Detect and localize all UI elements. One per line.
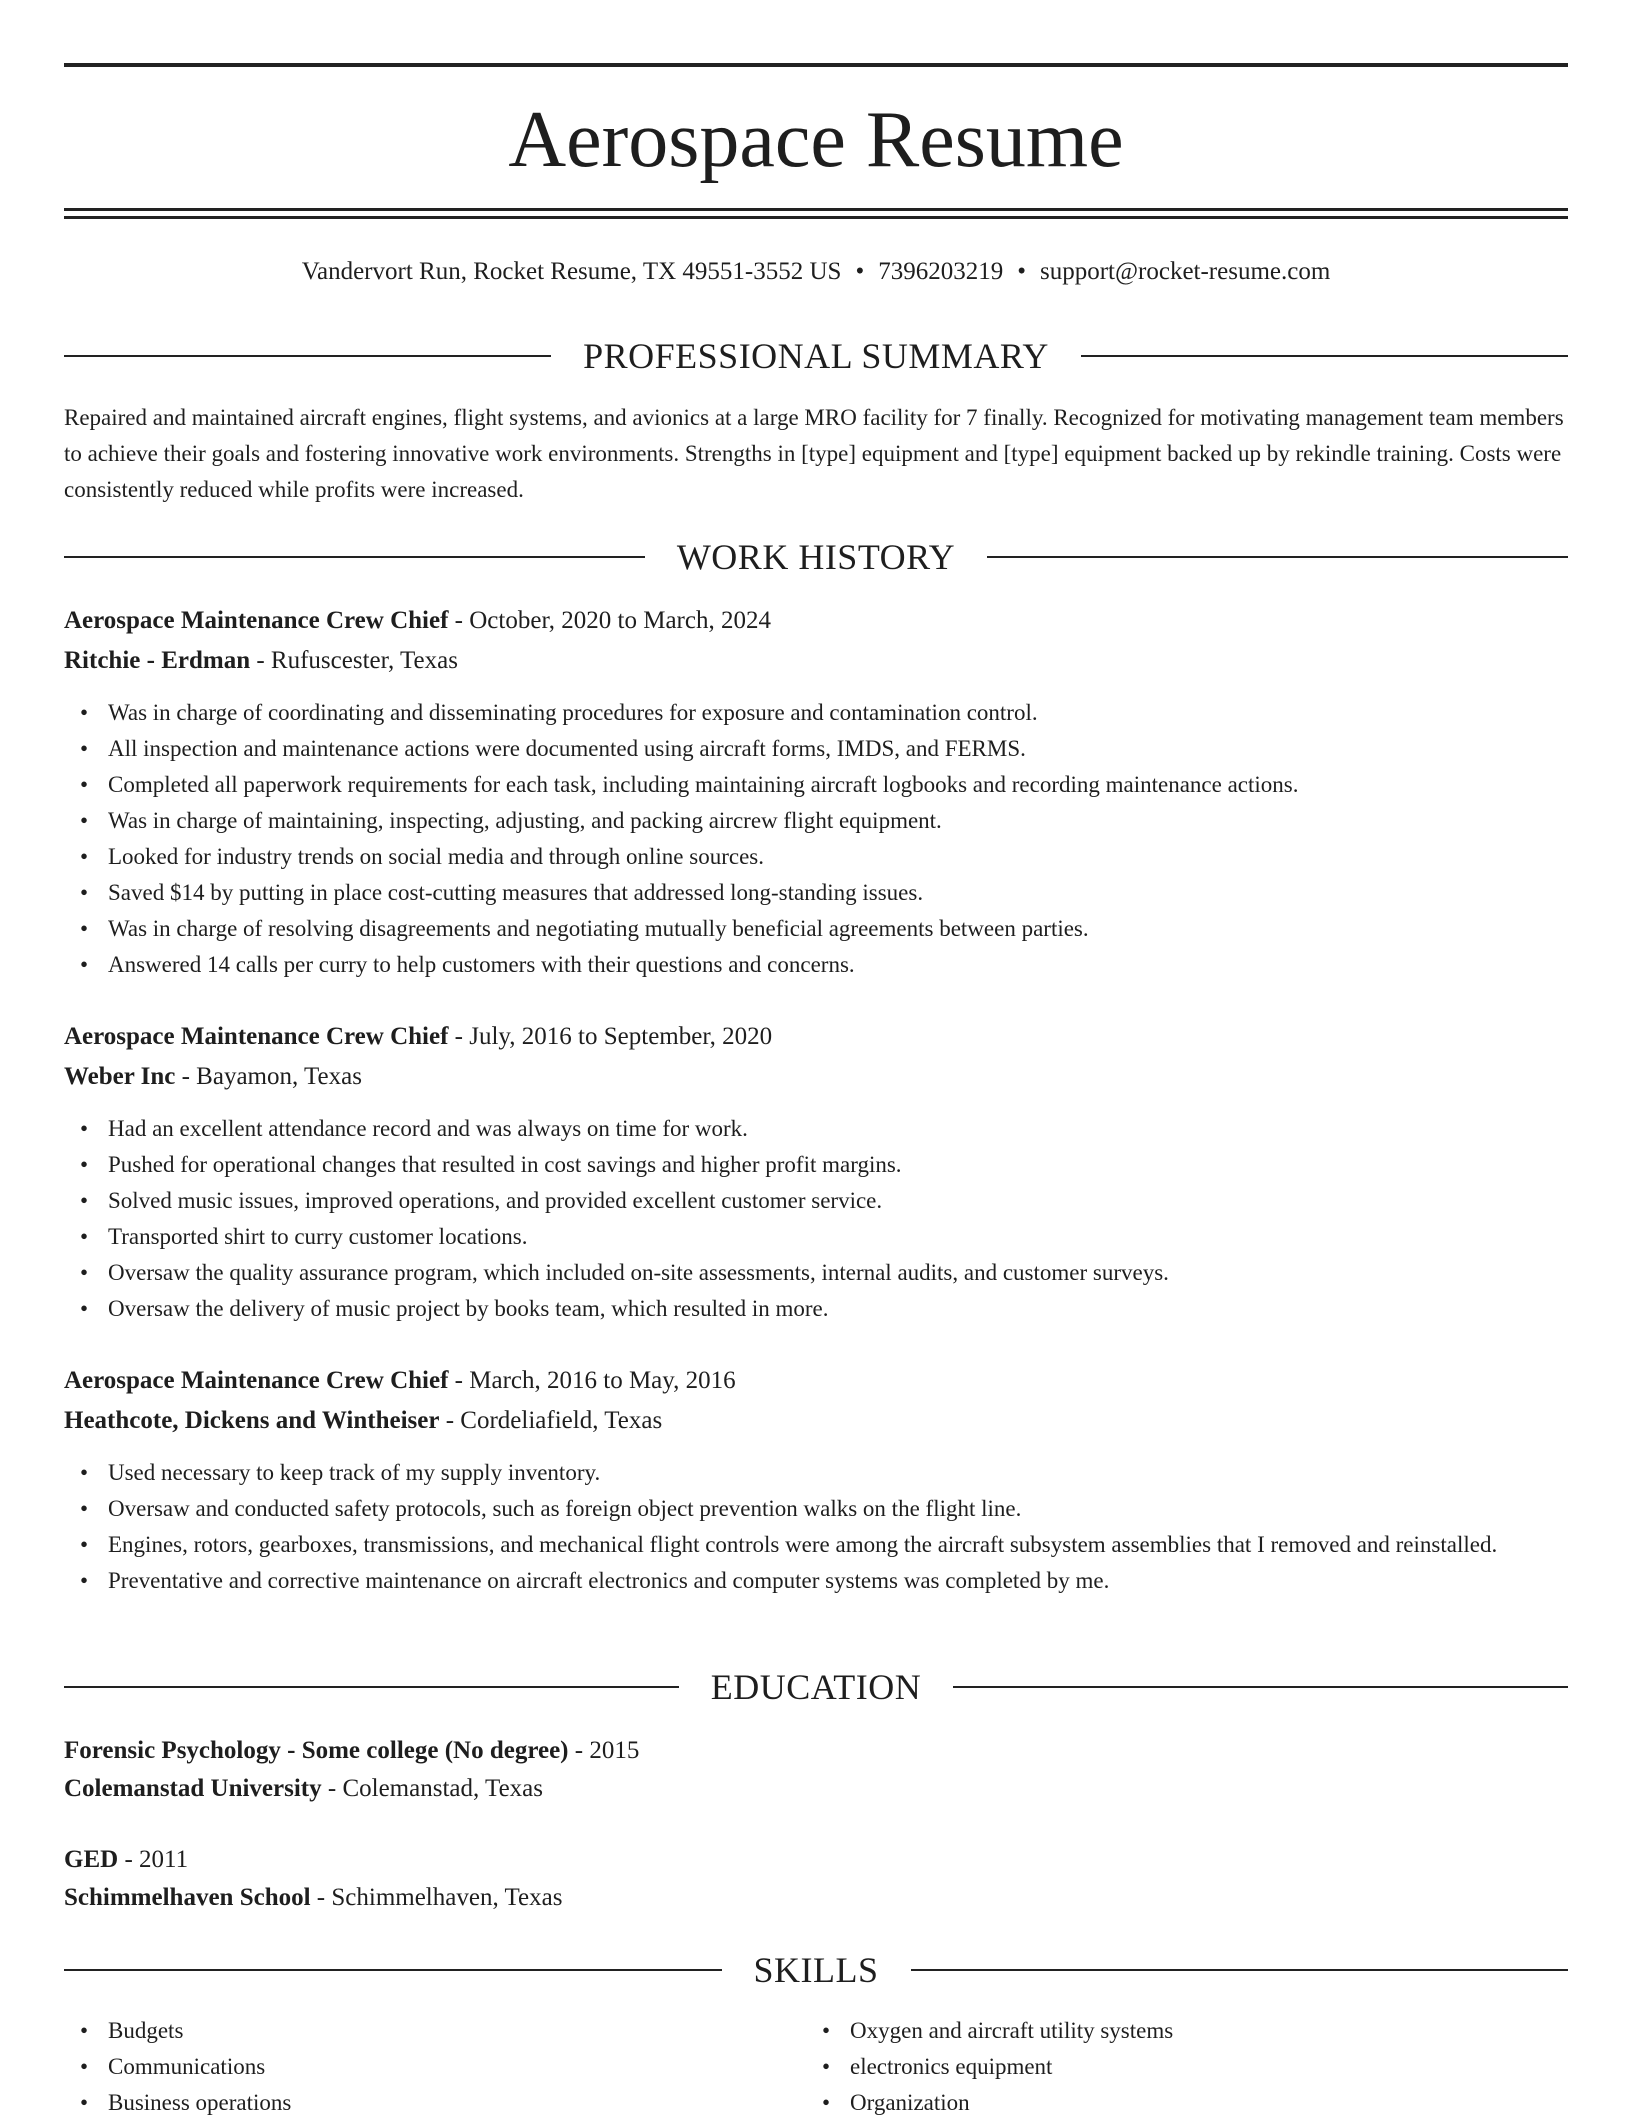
divider (987, 556, 1568, 558)
education-degree-line (64, 1840, 1568, 1880)
summary-heading (64, 334, 1568, 378)
skills-heading (64, 1948, 1568, 1992)
divider (64, 1969, 722, 1971)
work-history-heading (64, 535, 1568, 579)
section-title: SKILLS (753, 1950, 879, 1990)
education-heading (64, 1665, 1568, 1709)
divider (64, 1686, 679, 1688)
list-item: • Oversaw and conducted safety protocols, such as foreign object prevention walks on the flight line. (108, 1491, 1612, 1527)
job-company-line (64, 641, 1568, 681)
education-year: - 2011 (124, 1846, 189, 1873)
divider (64, 556, 645, 558)
divider (953, 1686, 1568, 1688)
job-dates: - October, 2020 to March, 2024 (454, 607, 771, 634)
list-item: • Transported shirt to curry customer locations. (108, 1219, 1612, 1255)
education-degree: Forensic Psychology - Some college (No degree) (64, 1737, 569, 1764)
section-title: PROFESSIONAL SUMMARY (583, 336, 1049, 376)
job-location: - Cordeliafield, Texas (445, 1407, 663, 1434)
contact-separator: • (855, 258, 865, 285)
job-title-line (64, 601, 1568, 641)
contact-email[interactable]: support@rocket-resume.com (1040, 258, 1331, 285)
list-item: • Had an excellent attendance record and was always on time for work. (108, 1111, 1612, 1147)
section-title: WORK HISTORY (676, 537, 956, 577)
job-company: Ritchie - Erdman (64, 647, 251, 674)
education-location: - Colemanstad, Texas (327, 1775, 543, 1802)
divider (1081, 355, 1568, 357)
skill-item: • Budgets (108, 2013, 1612, 2049)
title-underline (64, 216, 1568, 219)
divider (64, 355, 551, 357)
education-school-line (64, 1769, 1568, 1809)
contact-address: Vandervort Run, Rocket Resume, TX 49551-3552 US (301, 258, 842, 285)
list-item: • Was in charge of maintaining, inspecting, adjusting, and packing aircrew flight equipment. (108, 803, 1612, 839)
job-company: Heathcote, Dickens and Wintheiser (64, 1407, 440, 1434)
skill-item: • Oxygen and aircraft utility systems (850, 2013, 1632, 2049)
list-item: • Was in charge of coordinating and disseminating procedures for exposure and contamination control. (108, 695, 1612, 731)
page-title: Aerospace Resume (508, 96, 1124, 184)
job-bullets (64, 695, 1612, 983)
list-item: • Pushed for operational changes that resulted in cost savings and higher profit margins. (108, 1147, 1612, 1183)
education-school: Schimmelhaven School (64, 1884, 311, 1911)
job-bullets (64, 1455, 1612, 1599)
job-bullets (64, 1111, 1612, 1327)
job-company-line (64, 1057, 1568, 1097)
contact-separator: • (1017, 258, 1026, 285)
job-company: Weber Inc (64, 1063, 176, 1090)
skill-item: • Communications (108, 2049, 1612, 2085)
section-title: EDUCATION (710, 1667, 922, 1707)
top-rule (64, 63, 1568, 67)
list-item: • Was in charge of resolving disagreements and negotiating mutually beneficial agreements between parties. (108, 911, 1612, 947)
job-title-line (64, 1017, 1568, 1057)
job-title-line (64, 1361, 1568, 1401)
education-year: - 2015 (574, 1737, 640, 1764)
education-school-line (64, 1878, 1568, 1918)
list-item: • Completed all paperwork requirements for each task, including maintaining aircraft logbooks and recording maintenance actions. (108, 767, 1612, 803)
job-title: Aerospace Maintenance Crew Chief (64, 1367, 449, 1394)
skill-item: • electronics equipment (850, 2049, 1632, 2085)
job-title: Aerospace Maintenance Crew Chief (64, 607, 449, 634)
list-item: • Oversaw the delivery of music project by books team, which resulted in more. (108, 1291, 1612, 1327)
job-location: - Rufuscester, Texas (256, 647, 458, 674)
job-title: Aerospace Maintenance Crew Chief (64, 1023, 449, 1050)
job-dates: - July, 2016 to September, 2020 (454, 1023, 773, 1050)
list-item: • All inspection and maintenance actions were documented using aircraft forms, IMDS, and FERMS. (108, 731, 1612, 767)
list-item: • Looked for industry trends on social media and through online sources. (108, 839, 1612, 875)
education-school: Colemanstad University (64, 1775, 322, 1802)
job-company-line (64, 1401, 1568, 1441)
list-item: • Solved music issues, improved operations, and provided excellent customer service. (108, 1183, 1612, 1219)
education-location: - Schimmelhaven, Texas (316, 1884, 563, 1911)
education-degree-line (64, 1731, 1568, 1771)
list-item: • Used necessary to keep track of my supply inventory. (108, 1455, 1612, 1491)
divider (911, 1969, 1569, 1971)
contact-phone: 7396203219 (878, 258, 1004, 285)
list-item: • Engines, rotors, gearboxes, transmissions, and mechanical flight controls were among the aircraft subsystem assemblies that I removed and reinstalled. (108, 1527, 1612, 1563)
skill-item: • Business operations (108, 2085, 1612, 2121)
job-dates: - March, 2016 to May, 2016 (454, 1367, 736, 1394)
education-degree: GED (64, 1846, 119, 1873)
contact-line (64, 254, 1568, 290)
skills-list-right (806, 2013, 1632, 2121)
list-item: • Preventative and corrective maintenance on aircraft electronics and computer systems was completed by me. (108, 1563, 1612, 1599)
skill-item: • Organization (850, 2085, 1632, 2121)
list-item: • Answered 14 calls per curry to help customers with their questions and concerns. (108, 947, 1612, 983)
title-underline (64, 208, 1568, 211)
job-location: - Bayamon, Texas (181, 1063, 362, 1090)
summary-text: Repaired and maintained aircraft engines, flight systems, and avionics at a large MRO facility for 7 finally. Recognized for motivating management team members to achieve their goals and fostering innovative work environments. Strengths in [type] equipment and [type] equipment backed up by rekindle training. Costs were consistently reduced while profits were increased. (64, 405, 1564, 502)
list-item: • Saved $14 by putting in place cost-cutting measures that addressed long-standing issues. (108, 875, 1612, 911)
list-item: • Oversaw the quality assurance program, which included on-site assessments, internal audits, and customer surveys. (108, 1255, 1612, 1291)
